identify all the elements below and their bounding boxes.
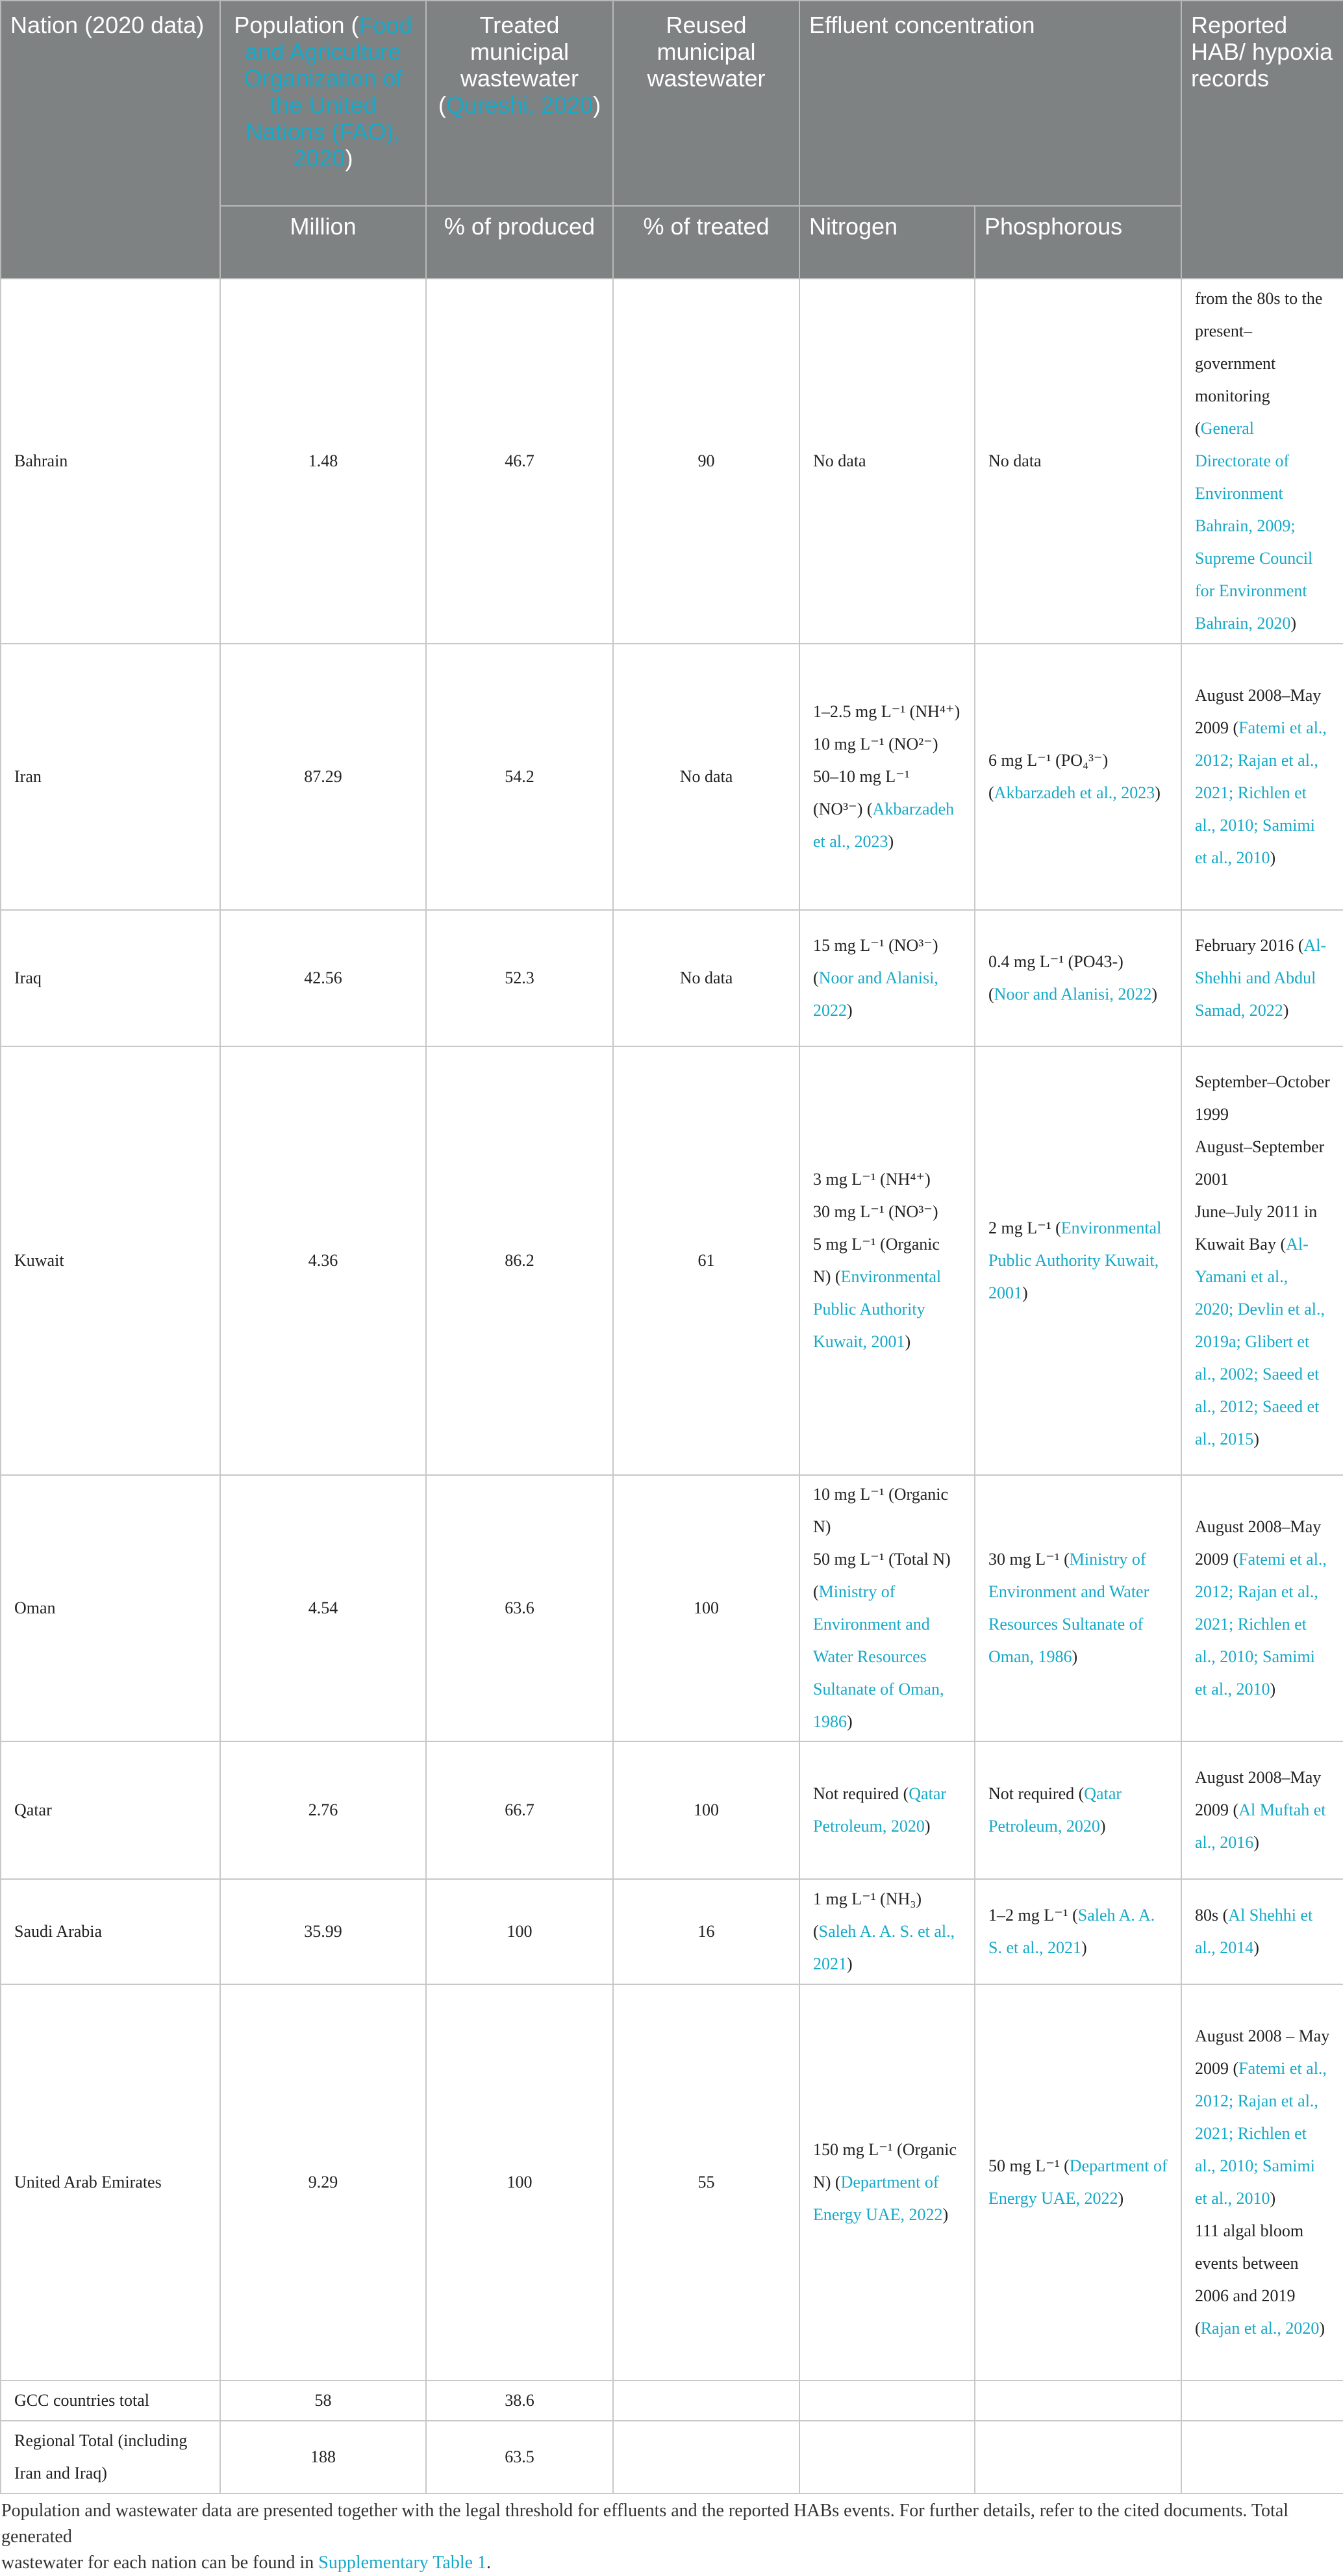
citation-link[interactable]: Akbarzadeh et al., 2023 — [813, 800, 955, 851]
reused-cell: No data — [613, 644, 799, 910]
footnote-line-2: wastewater for each nation can be found in Supplementary Table 1. — [1, 2553, 492, 2573]
footnote-line-1: Population and wastewater data are presented together with the legal threshold for effluents and the reported HABs events. For further details, refer to the cited documents. Total generated — [1, 2501, 1289, 2547]
population-cell: 35.99 — [220, 1879, 426, 1984]
treated-cell: 52.3 — [426, 910, 613, 1046]
nation-cell: Oman — [1, 1475, 220, 1741]
treated-source-link[interactable]: Qureshi, 2020 — [446, 92, 594, 118]
phosphorous-cell: 6 mg L⁻¹ (PO₄³⁻) (Akbarzadeh et al., 2023) — [975, 644, 1181, 910]
hab-cell: September–October 1999 August–September 2001 June–July 2011 in Kuwait Bay (Al-Yamani et al., 2020; Devlin et al., 2019a; Glibert et al., 2002; Saeed et al., 2012; Saeed et al., 2015) — [1181, 1046, 1343, 1475]
citation-link[interactable]: Ministry of Environment and Water Resources Sultanate of Oman, 1986 — [988, 1550, 1149, 1666]
reused-cell — [613, 2421, 799, 2494]
hab-cell — [1181, 2421, 1343, 2494]
treated-cell: 100 — [426, 1984, 613, 2380]
population-cell: 58 — [220, 2380, 426, 2421]
unit-population: Million — [220, 206, 426, 279]
phosphorous-cell: Not required (Qatar Petroleum, 2020) — [975, 1741, 1181, 1879]
reused-cell: 100 — [613, 1475, 799, 1741]
table-row — [1, 1741, 1343, 1879]
reused-cell: 55 — [613, 1984, 799, 2380]
header-nation: Nation (2020 data) — [1, 1, 220, 279]
treated-cell: 63.6 — [426, 1475, 613, 1741]
citation-link[interactable]: Saleh A. A. S. et al., 2021 — [813, 1922, 955, 1973]
citation-link[interactable]: Environmental Public Authority Kuwait, 2001 — [813, 1267, 942, 1351]
citation-link[interactable]: Fatemi et al., 2012; Rajan et al., 2021; Richlen et al., 2010; Samimi et al., 2010 — [1195, 1550, 1327, 1698]
citation-link[interactable]: Ministry of Environment and Water Resources Sultanate of Oman, 1986 — [813, 1582, 944, 1731]
nitrogen-cell: No data — [799, 279, 975, 644]
treated-cell: 54.2 — [426, 644, 613, 910]
nitrogen-cell — [799, 2421, 975, 2494]
population-cell: 87.29 — [220, 644, 426, 910]
population-cell: 188 — [220, 2421, 426, 2494]
table-row — [1, 1984, 1343, 2380]
treated-cell: 100 — [426, 1879, 613, 1984]
table-row — [1, 1046, 1343, 1475]
citation-link[interactable]: Rajan et al., 2020 — [1200, 2319, 1320, 2338]
nitrogen-cell: 150 mg L⁻¹ (Organic N) (Department of Energy UAE, 2022) — [799, 1984, 975, 2380]
unit-phosphorous: Phosphorous — [975, 206, 1181, 279]
reused-cell: 61 — [613, 1046, 799, 1475]
unit-treated: % of produced — [426, 206, 613, 279]
treated-cell: 66.7 — [426, 1741, 613, 1879]
citation-link[interactable]: Fatemi et al., 2012; Rajan et al., 2021; Richlen et al., 2010; Samimi et al., 2010 — [1195, 2059, 1327, 2208]
citation-link[interactable]: Department of Energy UAE, 2022 — [988, 2156, 1168, 2208]
treated-cell: 63.5 — [426, 2421, 613, 2494]
phosphorous-cell — [975, 2421, 1181, 2494]
nitrogen-cell: Not required (Qatar Petroleum, 2020) — [799, 1741, 975, 1879]
citation-link[interactable]: Akbarzadeh et al., 2023 — [994, 783, 1155, 802]
treated-cell: 38.6 — [426, 2380, 613, 2421]
phosphorous-cell: 50 mg L⁻¹ (Department of Energy UAE, 2022) — [975, 1984, 1181, 2380]
population-cell: 42.56 — [220, 910, 426, 1046]
citation-link[interactable]: Noor and Alanisi, 2022 — [994, 985, 1152, 1004]
citation-link[interactable]: Qatar Petroleum, 2020 — [988, 1784, 1122, 1836]
population-cell: 4.36 — [220, 1046, 426, 1475]
citation-link[interactable]: Department of Energy UAE, 2022 — [813, 2173, 943, 2224]
nitrogen-cell — [799, 2380, 975, 2421]
population-cell: 4.54 — [220, 1475, 426, 1741]
phosphorous-cell: 2 mg L⁻¹ (Environmental Public Authority Kuwait, 2001) — [975, 1046, 1181, 1475]
hab-cell — [1181, 2380, 1343, 2421]
reused-cell: No data — [613, 910, 799, 1046]
reused-cell: 16 — [613, 1879, 799, 1984]
table-row — [1, 1879, 1343, 1984]
hab-cell: 80s (Al Shehhi et al., 2014) — [1181, 1879, 1343, 1984]
phosphorous-cell: 30 mg L⁻¹ (Ministry of Environment and Water Resources Sultanate of Oman, 1986) — [975, 1475, 1181, 1741]
nation-cell: Bahrain — [1, 279, 220, 644]
citation-link[interactable]: Saleh A. A. S. et al., 2021 — [988, 1906, 1155, 1957]
table-row — [1, 279, 1343, 644]
hab-cell: August 2008–May 2009 (Fatemi et al., 2012; Rajan et al., 2021; Richlen et al., 2010; Samimi et al., 2010) — [1181, 1475, 1343, 1741]
table-row — [1, 910, 1343, 1046]
citation-link[interactable]: Qatar Petroleum, 2020 — [813, 1784, 947, 1836]
population-cell: 2.76 — [220, 1741, 426, 1879]
hab-cell: August 2008 – May 2009 (Fatemi et al., 2012; Rajan et al., 2021; Richlen et al., 2010; Samimi et al., 2010) 111 algal bloom events between 2006 and 2019 (Rajan et al., 2020) — [1181, 1984, 1343, 2380]
nation-cell: Iran — [1, 644, 220, 910]
citation-link[interactable]: Al Muftah et al., 2016 — [1195, 1800, 1326, 1852]
nation-cell: Iraq — [1, 910, 220, 1046]
header-hab: Reported HAB/ hypoxia records — [1181, 1, 1343, 279]
citation-link[interactable]: Al-Shehhi and Abdul Samad, 2022 — [1195, 936, 1327, 1020]
nitrogen-cell: 15 mg L⁻¹ (NO³⁻) (Noor and Alanisi, 2022) — [799, 910, 975, 1046]
reused-cell: 90 — [613, 279, 799, 644]
population-cell: 9.29 — [220, 1984, 426, 2380]
citation-link[interactable]: General Directorate of Environment Bahrain, 2009; Supreme Council for Environment Bahrain, 2020 — [1195, 419, 1313, 633]
population-cell: 1.48 — [220, 279, 426, 644]
unit-nitrogen: Nitrogen — [799, 206, 975, 279]
phosphorous-cell: 1–2 mg L⁻¹ (Saleh A. A. S. et al., 2021) — [975, 1879, 1181, 1984]
nation-cell: GCC countries total — [1, 2380, 220, 2421]
citation-link[interactable]: Al-Yamani et al., 2020; Devlin et al., 2019a; Glibert et al., 2002; Saeed et al., 2012; Saeed et al., 2015 — [1195, 1235, 1325, 1448]
hab-cell: from the 80s to the present–government monitoring (General Directorate of Environment Bahrain, 2009; Supreme Council for Environment Bahrain, 2020) — [1181, 279, 1343, 644]
header-effluent: Effluent concentration — [799, 1, 1181, 206]
citation-link[interactable]: Environmental Public Authority Kuwait, 2001 — [988, 1219, 1162, 1302]
phosphorous-cell: No data — [975, 279, 1181, 644]
hab-cell: August 2008–May 2009 (Al Muftah et al., 2016) — [1181, 1741, 1343, 1879]
phosphorous-cell: 0.4 mg L⁻¹ (PO43-) (Noor and Alanisi, 2022) — [975, 910, 1181, 1046]
treated-cell: 86.2 — [426, 1046, 613, 1475]
nation-cell: United Arab Emirates — [1, 1984, 220, 2380]
citation-link[interactable]: Noor and Alanisi, 2022 — [813, 968, 938, 1020]
hab-cell: February 2016 (Al-Shehhi and Abdul Samad, 2022) — [1181, 910, 1343, 1046]
reused-cell — [613, 2380, 799, 2421]
treated-cell: 46.7 — [426, 279, 613, 644]
nitrogen-cell: 10 mg L⁻¹ (Organic N) 50 mg L⁻¹ (Total N) (Ministry of Environment and Water Resources Sultanate of Oman, 1986) — [799, 1475, 975, 1741]
nitrogen-cell: 3 mg L⁻¹ (NH⁴⁺) 30 mg L⁻¹ (NO³⁻) 5 mg L⁻¹ (Organic N) (Environmental Public Authority Kuwait, 2001) — [799, 1046, 975, 1475]
header-reused: Reused municipal wastewater — [613, 1, 799, 206]
supplementary-table-link[interactable]: Supplementary Table 1 — [318, 2553, 487, 2573]
header-treated: Treated municipal wastewater (Qureshi, 2020) — [426, 1, 613, 206]
nation-cell: Qatar — [1, 1741, 220, 1879]
citation-link[interactable]: Fatemi et al., 2012; Rajan et al., 2021; Richlen et al., 2010; Samimi et al., 2010 — [1195, 718, 1327, 867]
phosphorous-cell — [975, 2380, 1181, 2421]
table-footnote — [0, 2498, 1343, 2576]
hab-cell: August 2008–May 2009 (Fatemi et al., 2012; Rajan et al., 2021; Richlen et al., 2010; Samimi et al., 2010) — [1181, 644, 1343, 910]
table-row — [1, 644, 1343, 910]
population-source-link[interactable]: Food and Agriculture Organization of the United Nations (FAO), 2020 — [244, 12, 412, 171]
nation-cell: Saudi Arabia — [1, 1879, 220, 1984]
unit-reused: % of treated — [613, 206, 799, 279]
table-row — [1, 1475, 1343, 1741]
table-row — [1, 2421, 1343, 2494]
nation-cell: Kuwait — [1, 1046, 220, 1475]
nation-cell: Regional Total (including Iran and Iraq) — [1, 2421, 220, 2494]
header-population: Population (Food and Agriculture Organization of the United Nations (FAO), 2020) — [220, 1, 426, 206]
reused-cell: 100 — [613, 1741, 799, 1879]
citation-link[interactable]: Al Shehhi et al., 2014 — [1195, 1906, 1313, 1957]
nitrogen-cell: 1 mg L⁻¹ (NH₃) (Saleh A. A. S. et al., 2021) — [799, 1879, 975, 1984]
nitrogen-cell: 1–2.5 mg L⁻¹ (NH⁴⁺) 10 mg L⁻¹ (NO²⁻) 50–10 mg L⁻¹ (NO³⁻) (Akbarzadeh et al., 2023) — [799, 644, 975, 910]
table-row — [1, 2380, 1343, 2421]
